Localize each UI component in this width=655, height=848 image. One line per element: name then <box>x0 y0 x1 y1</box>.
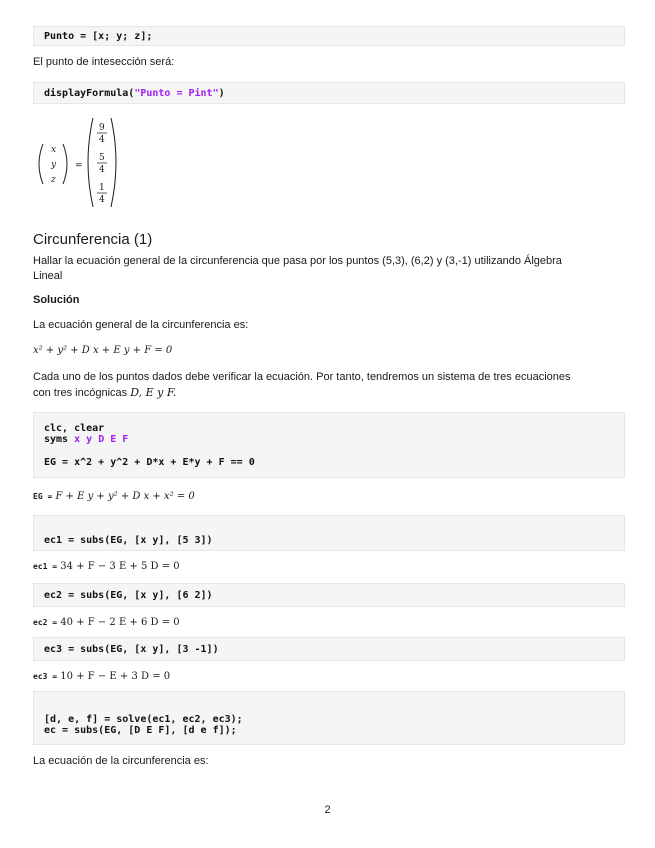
code-block-punto <box>33 26 625 46</box>
code-block-eg <box>33 412 625 478</box>
code-symbols: x y D E F <box>68 434 129 445</box>
section-title: Circunferencia (1) <box>33 231 153 248</box>
matrix-rhs-1-den: 4 <box>99 165 105 175</box>
code-line <box>44 434 128 445</box>
output-value: F + E y + y² + D x + x² = 0 <box>55 491 195 502</box>
matrix-output <box>33 114 123 212</box>
matrix-rhs-2-num: 1 <box>99 183 105 193</box>
code-block-display <box>33 82 625 104</box>
code-line: ec1 = subs(EG, [x y], [5 3]) <box>44 535 213 546</box>
code-line: ec3 = subs(EG, [x y], [3 -1]) <box>44 644 219 655</box>
output-value: 34 + F − 3 E + 5 D = 0 <box>60 561 180 572</box>
general-equation: x² + y² + D x + E y + F = 0 <box>33 345 173 356</box>
code-keyword: syms <box>44 434 69 445</box>
matrix-lhs-2: z <box>51 175 56 185</box>
output-ec2 <box>33 617 180 628</box>
output-label: ec2 = <box>33 618 58 627</box>
matrix-rhs-0-den: 4 <box>99 135 105 145</box>
matrix-lhs-1: y <box>51 160 57 170</box>
paren-right <box>63 144 67 184</box>
code-line: ec2 = subs(EG, [x y], [6 2]) <box>44 590 213 601</box>
code-block-ec3 <box>33 637 625 661</box>
code-string: "Punto = Pint" <box>134 88 219 99</box>
output-value: 10 + F − E + 3 D = 0 <box>60 671 171 682</box>
code-paren: ) <box>218 88 225 99</box>
code-line: EG = x^2 + y^2 + D*x + E*y + F == 0 <box>44 457 255 468</box>
paragraph-each-line-1: Cada uno de los puntos dados debe verificar la ecuación. Por tanto, tendremos un sistema de tres ecuaciones <box>33 371 571 383</box>
code-line <box>44 88 225 99</box>
code-block-solve <box>33 691 625 745</box>
matrix-lhs-0: x <box>51 145 57 155</box>
variables-text: D, E y F. <box>130 386 177 399</box>
paragraph-final: La ecuación de la circunferencia es: <box>33 755 209 767</box>
paragraph-intersection: El punto de intesección será: <box>33 56 175 68</box>
output-label: ec3 = <box>33 672 58 681</box>
code-block-ec1 <box>33 515 625 551</box>
matrix-rhs-2-den: 4 <box>99 195 105 205</box>
output-ec3 <box>33 671 170 682</box>
code-line: Punto = [x; y; z]; <box>44 31 153 42</box>
output-value: 40 + F − 2 E + 6 D = 0 <box>60 617 180 628</box>
paragraph-general: La ecuación general de la circunferencia es: <box>33 319 249 331</box>
solution-label: Solución <box>33 294 80 306</box>
code-block-ec2 <box>33 583 625 607</box>
matrix-rhs-1-num: 5 <box>99 153 105 163</box>
output-label: ec1 = <box>33 562 58 571</box>
code-fn: displayFormula( <box>44 88 135 99</box>
code-line: [d, e, f] = solve(ec1, ec2, ec3); <box>44 714 243 725</box>
output-label: EG = <box>33 492 53 501</box>
matrix-rhs-0-num: 9 <box>99 123 105 133</box>
page-number: 2 <box>324 804 331 816</box>
paren-right <box>111 118 116 207</box>
output-eg <box>33 491 195 502</box>
code-line: clc, clear <box>44 423 105 434</box>
paren-left <box>39 144 43 184</box>
code-line: ec = subs(EG, [D E F], [d e f]); <box>44 725 237 736</box>
paragraph-each-line-2 <box>33 386 176 399</box>
equals-sign: = <box>75 161 83 171</box>
problem-line-1: Hallar la ecuación general de la circunferencia que pasa por los puntos (5,3), (6,2) y (3,-1) utilizando Álgebra <box>33 255 562 267</box>
paragraph-text: con tres incógnicas <box>33 387 128 399</box>
problem-line-2: Lineal <box>33 270 63 282</box>
paren-left <box>88 118 93 207</box>
output-ec1 <box>33 561 180 572</box>
